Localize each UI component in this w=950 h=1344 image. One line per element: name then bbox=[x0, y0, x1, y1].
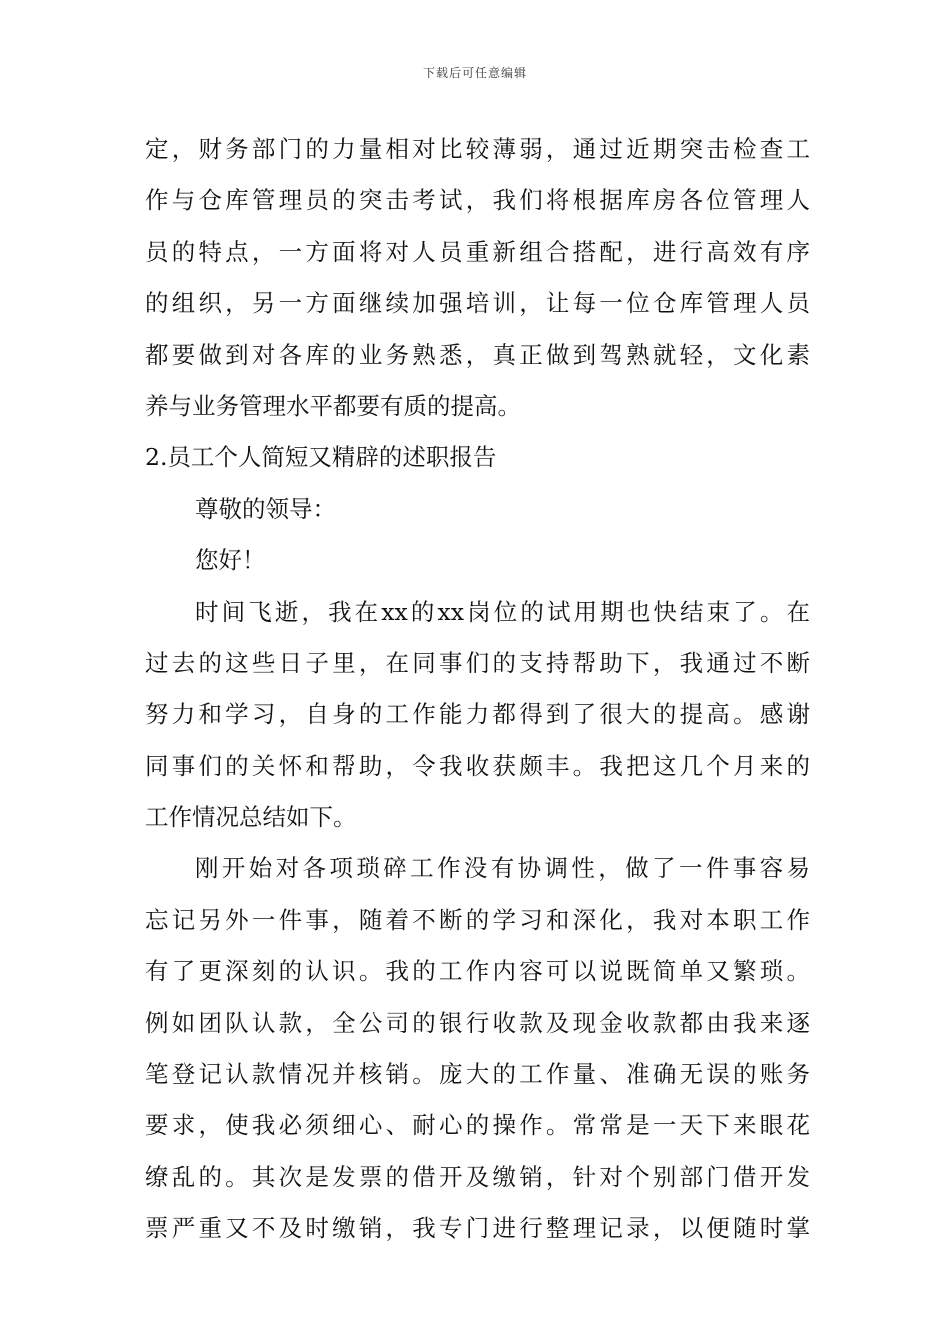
text-line: 同事们的关怀和帮助，令我收获颇丰。我把这几个月来的 bbox=[145, 751, 810, 780]
text-line: 都要做到对各库的业务熟悉，真正做到驾熟就轻，文化素 bbox=[145, 340, 810, 369]
text-line: 2.员工个人简短又精辟的述职报告 bbox=[145, 443, 497, 472]
text-line: 过去的这些日子里，在同事们的支持帮助下，我通过不断 bbox=[145, 648, 810, 677]
text-line: 要求，使我必须细心、耐心的操作。常常是一天下来眼花 bbox=[145, 1111, 810, 1140]
text-line: 作与仓库管理员的突击考试，我们将根据库房各位管理人 bbox=[145, 186, 810, 215]
text-line: 忘记另外一件事，随着不断的学习和深化，我对本职工作 bbox=[145, 905, 810, 934]
text-line: 您好！ bbox=[195, 546, 266, 575]
text-line: 缭乱的。其次是发票的借开及缴销，针对个别部门借开发 bbox=[145, 1162, 810, 1191]
document-body bbox=[145, 124, 810, 1255]
page-header: 下载后可任意编辑 bbox=[422, 66, 527, 80]
text-line: 员的特点，一方面将对人员重新组合搭配，进行高效有序 bbox=[145, 237, 810, 266]
text-line: 养与业务管理水平都要有质的提高。 bbox=[145, 391, 521, 420]
text-line: 的组织，另一方面继续加强培训，让每一位仓库管理人员 bbox=[145, 289, 810, 318]
text-line: 努力和学习，自身的工作能力都得到了很大的提高。感谢 bbox=[145, 700, 810, 729]
text-line: 定，财务部门的力量相对比较薄弱，通过近期突击检查工 bbox=[145, 135, 810, 163]
text-line: 例如团队认款，全公司的银行收款及现金收款都由我来逐 bbox=[145, 1008, 810, 1037]
text-line: 笔登记认款情况并核销。庞大的工作量、准确无误的账务 bbox=[145, 1060, 810, 1089]
text-line: 工作情况总结如下。 bbox=[145, 803, 357, 832]
text-line: 有了更深刻的认识。我的工作内容可以说既简单又繁琐。 bbox=[145, 957, 810, 986]
text-line: 尊敬的领导： bbox=[195, 494, 336, 523]
text-line: 时间飞逝，我在xx的xx岗位的试用期也快结束了。在 bbox=[195, 597, 810, 626]
text-line: 刚开始对各项琐碎工作没有协调性，做了一件事容易 bbox=[195, 854, 810, 883]
text-line: 票严重又不及时缴销，我专门进行整理记录，以便随时掌 bbox=[145, 1214, 810, 1243]
